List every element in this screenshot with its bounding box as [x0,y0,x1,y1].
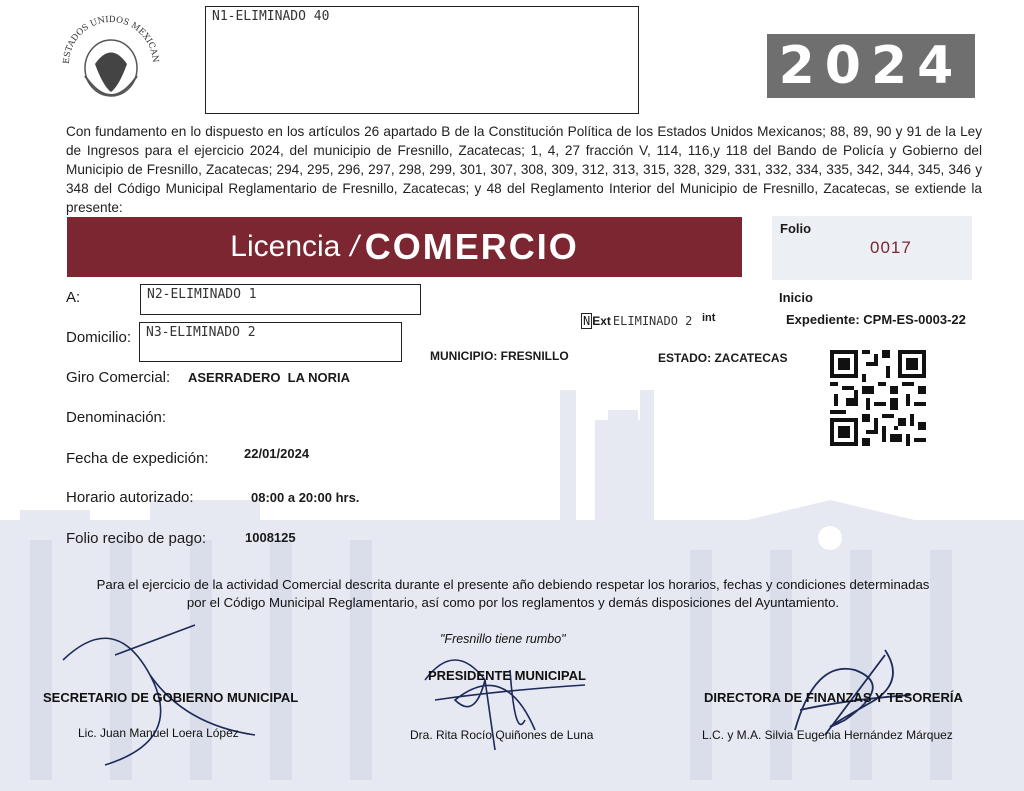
int-label: int [702,312,716,324]
business-name-label: Denominación: [66,409,167,426]
license-type-banner [67,217,742,277]
municipality: MUNICIPIO: FRESNILLO [430,349,569,363]
treasury-director-title: DIRECTORA DE FINANZAS Y TESORERÍA [704,690,963,705]
banner-prefix: Licencia [230,230,341,263]
authorized-hours-value: 08:00 a 20:00 hrs. [251,490,360,505]
issue-date-label: Fecha de expedición: [66,450,209,467]
issue-date-value: 22/01/2024 [244,446,310,461]
redacted-name-box [205,6,639,114]
svg-text:ESTADOS UNIDOS MEXICANOS: ESTADOS UNIDOS MEXICAN [61,14,161,65]
president-title: PRESIDENTE MUNICIPAL [428,668,586,683]
payment-receipt-value: 1008125 [245,530,296,545]
slogan: "Fresnillo tiene rumbo" [440,632,566,646]
folio-box [772,216,972,280]
folio-number: 0017 [870,238,912,257]
recipient-label: A: [66,289,81,306]
president-name: Dra. Rita Rocío Quiñones de Luna [410,728,594,742]
authorized-hours-label: Horario autorizado: [66,489,194,506]
state: ESTADO: ZACATECAS [658,351,788,365]
notice-line-1: Para el ejercicio de la actividad Comercial descrita durante el presente año debiendo respetar los horarios, fechas y condiciones determinadas [96,577,930,592]
ext-label: Ext [592,314,611,328]
year-badge: 2024 [767,34,975,98]
eagle-seal-icon [55,6,167,114]
redaction-label: N1-ELIMINADO 40 [212,9,330,24]
business-activity-label: Giro Comercial: [66,369,171,386]
expediente-number: Expediente: CPM-ES-0003-22 [786,312,966,327]
banner-title: COMERCIO [364,226,579,267]
business-activity-value: ASERRADERO LA NORIA [188,370,351,385]
legal-preamble: Con fundamento en lo dispuesto en los artículos 26 apartado B de la Constitución Política de los Estados Unidos Mexicanos; 88, 89, 90 y 91 de la Ley de Ingresos para el ejercicio 2024, del municipio de Fresnillo, Zacatecas; 1, 4, 27 fracción V, 114, 116,y 118 del Bando de Policía y Gobierno del Municipio de Fresnillo, Zacatecas; 294, 295, 296, 297, 298, 299, 301, 307, 308, 309, 312, 313, 315, 328, 329, 331, 332, 334, 335, 342, 344, 345, 346 y 348 del Código Municipal Reglamentario de Fresnillo, Zacatecas; y 48 del Reglamento Interior del Municipio de Fresnillo, Zacatecas, se extiende la presente: [66,124,982,215]
address-label: Domicilio: [66,329,132,346]
folio-label: Folio [780,221,812,236]
qr-code [830,350,926,446]
banner-slash: / [350,230,359,263]
treasury-director-name: L.C. y M.A. Silvia Eugenia Hernández Márquez [702,728,953,742]
notice-line-2: por el Código Municipal Reglamentario, así como por los reglamentos y demás disposiciones del Ayuntamiento. [186,595,840,610]
payment-receipt-label: Folio recibo de pago: [66,530,207,547]
redacted-recipient-box: N2-ELIMINADO 1 [140,284,421,315]
national-seal [55,6,167,114]
secretary-name: Lic. Juan Manuel Loera López [78,726,239,740]
redacted-address-box: N3-ELIMINADO 2 [139,322,402,362]
inicio-label: Inicio [779,290,813,305]
secretary-title: SECRETARIO DE GOBIERNO MUNICIPAL [43,690,299,705]
redacted-exterior-number: N Ext ELIMINADO 2 [583,314,693,328]
